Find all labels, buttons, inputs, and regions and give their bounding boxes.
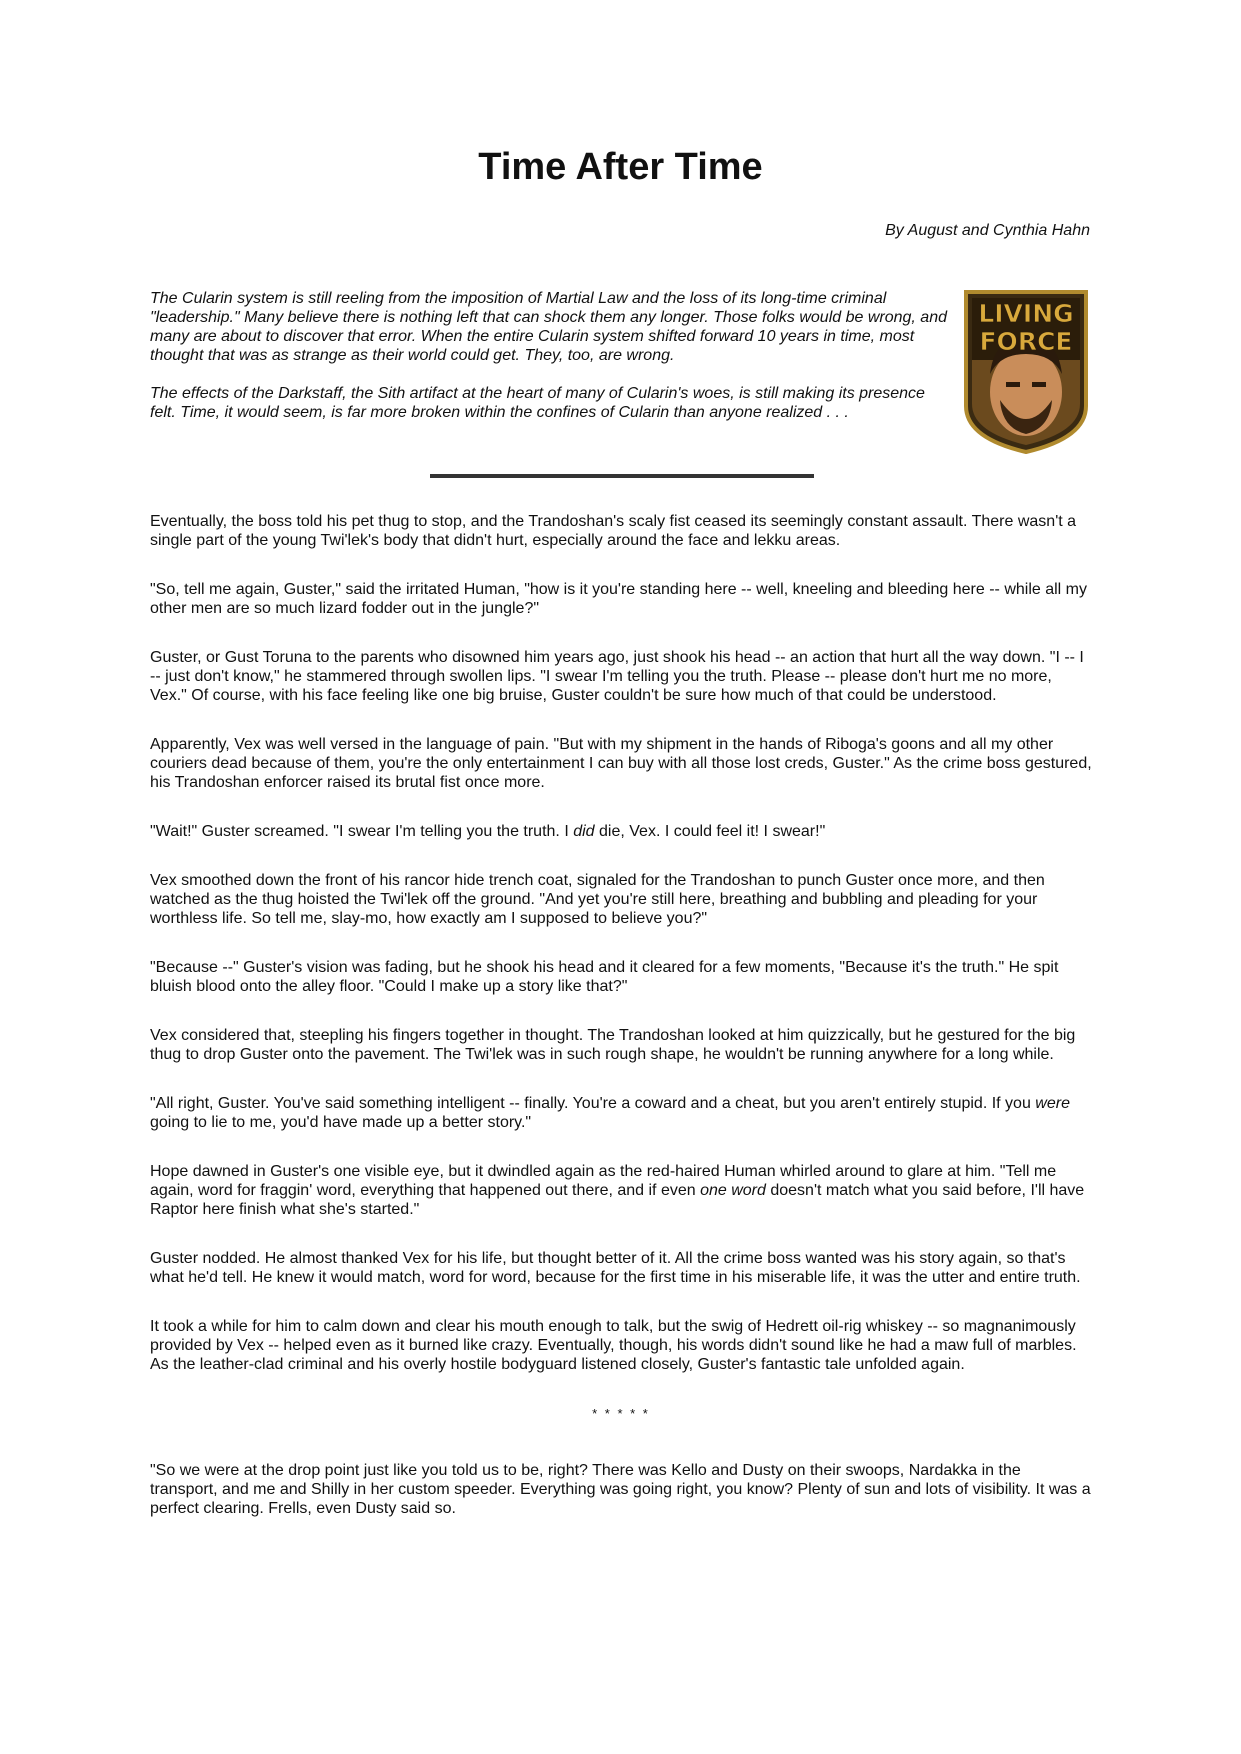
logo-text-force: FORCE: [979, 327, 1073, 356]
story-paragraph: [150, 1162, 1092, 1219]
living-force-logo: [960, 288, 1092, 456]
story-paragraph: Vex considered that, steepling his fingers together in thought. The Trandoshan looked at him quizzically, but he gestured for the big thug to drop Guster onto the pavement. The Twi'lek was in such rough shape, he wouldn't be running anywhere for a long while.: [150, 1027, 1076, 1063]
byline: By August and Cynthia Hahn: [885, 222, 1090, 239]
story-text: going to lie to me, you'd have made up a better story.": [150, 1114, 532, 1131]
story-text: Hope dawned in Guster's one visible eye, but it dwindled again as the red-haired Human whirled around to glare at him. "Tell me again, word for fraggin' word, everything that happened out there, and if even: [150, 1163, 1057, 1199]
story-paragraph: "So, tell me again, Guster," said the irritated Human, "how is it you're standing here -- well, kneeling and bleeding here -- while all my other men are so much lizard fodder out in the jungle?": [150, 581, 1087, 617]
story-text: doesn't match what you said before, I'll have Raptor here finish what she's started.": [150, 1182, 1085, 1218]
story-emphasis: were: [1035, 1095, 1070, 1112]
intro-paragraph: The Cularin system is still reeling from the imposition of Martial Law and the loss of its long-time criminal "leadership." Many believe there is nothing left that can shock them any longer. Those folks would be wrong, and many are about to discover that error. When the entire Cularin system shifted forward 10 years in time, most thought that was as strange as their world could get. They, too, are wrong.: [150, 290, 947, 364]
story-text: "All right, Guster. You've said something intelligent -- finally. You're a coward and a cheat, but you aren't entirely stupid. If you: [150, 1095, 1036, 1112]
intro-section: [150, 289, 950, 441]
story-paragraph: Vex smoothed down the front of his rancor hide trench coat, signaled for the Trandoshan to punch Guster once more, and then watched as the thug hoisted the Twi'lek off the ground. "And yet you're still here, breathing and bubbling and pleading for your worthless life. So tell me, slay-mo, how exactly am I supposed to believe you?": [150, 872, 1045, 927]
story-paragraph: It took a while for him to calm down and clear his mouth enough to talk, but the swig of Hedrett oil-rig whiskey -- so magnanimously provided by Vex -- helped even as it burned like crazy. Eventually, though, his words didn't sound like he had a maw full of marbles. As the leather-clad criminal and his overly hostile bodyguard listened closely, Guster's fantastic tale unfolded again.: [150, 1318, 1077, 1373]
intro-paragraph: The effects of the Darkstaff, the Sith artifact at the heart of many of Cularin's woes, is still making its presence felt. Time, it would seem, is far more broken within the confines of Cularin than anyone realized . . .: [150, 385, 925, 421]
story-paragraph: Guster nodded. He almost thanked Vex for his life, but thought better of it. All the crime boss wanted was his story again, so that's what he'd tell. He knew it would match, word for word, because for the first time in his miserable life, it was the utter and entire truth.: [150, 1250, 1081, 1286]
story-paragraph: Eventually, the boss told his pet thug to stop, and the Trandoshan's scaly fist ceased its seemingly constant assault. There wasn't a single part of the young Twi'lek's body that didn't hurt, especially around the face and lekku areas.: [150, 513, 1077, 549]
story-paragraph: "So we were at the drop point just like you told us to be, right? There was Kello and Dusty on their swoops, Nardakka in the transport, and me and Shilly in her custom speeder. Everything was going right, you know? Plenty of sun and lots of visibility. It was a perfect clearing. Frells, even Dusty said so.: [150, 1462, 1091, 1517]
section-divider: [430, 474, 814, 478]
story-paragraph: [150, 1094, 1092, 1132]
story-paragraph: [150, 822, 1092, 841]
story-emphasis: one word: [700, 1182, 766, 1199]
document-title: Time After Time: [478, 146, 763, 188]
story-paragraph: "Because --" Guster's vision was fading, but he shook his head and it cleared for a few moments, "Because it's the truth." He spit bluish blood onto the alley floor. "Could I make up a story like that?": [150, 959, 1059, 995]
logo-text-living: LIVING: [978, 299, 1074, 328]
story-emphasis: did: [573, 823, 595, 840]
scene-separator: * * * * *: [592, 1406, 650, 1421]
story-paragraph: Apparently, Vex was well versed in the language of pain. "But with my shipment in the hands of Riboga's goons and all my other couriers dead because of them, you're the only entertainment I can buy with all those lost creds, Guster." As the crime boss gestured, his Trandoshan enforcer raised its brutal fist once more.: [150, 736, 1092, 791]
story-body: [150, 512, 1092, 1548]
story-paragraph: Guster, or Gust Toruna to the parents who disowned him years ago, just shook his head -- an action that hurt all the way down. "I -- I -- just don't know," he stammered through swollen lips. "I swear I'm telling you the truth. Please -- please don't hurt me no more, Vex." Of course, with his face feeling like one big bruise, Guster couldn't be sure how much of that could be understood.: [150, 649, 1084, 704]
story-text: "Wait!" Guster screamed. "I swear I'm telling you the truth. I: [150, 823, 574, 840]
story-text: die, Vex. I could feel it! I swear!": [594, 823, 826, 840]
